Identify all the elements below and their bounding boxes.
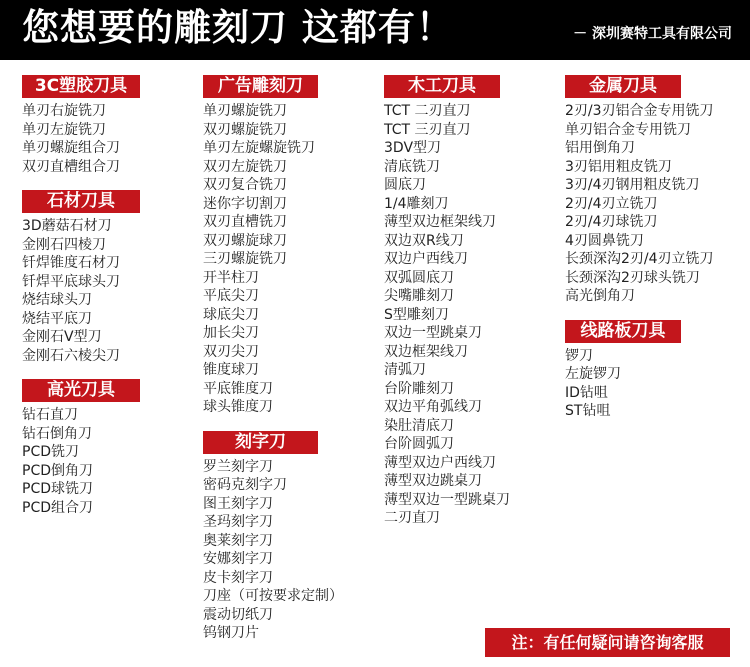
list-item: 金刚石V型刀 — [22, 329, 102, 345]
list-item: 2刃/4刃球铣刀 — [565, 214, 658, 230]
list-item: 染肚清底刀 — [384, 417, 454, 434]
list-item: 圣玛刻字刀 — [203, 514, 273, 530]
section-3c-plastic-tools — [22, 75, 140, 176]
list-item: 3刃/4刃钢用粗皮铣刀 — [565, 177, 700, 193]
list-item: TCT 二刃直刀 — [384, 103, 471, 119]
list-item: 图王刻字刀 — [203, 495, 273, 512]
list-item: 1/4雕刻刀 — [384, 195, 449, 212]
list-item: 薄型双边框架线刀 — [384, 214, 496, 230]
list-item: 安娜刻字刀 — [203, 551, 273, 567]
list-item: ID钻咀 — [565, 384, 608, 401]
list-item: PCD铣刀 — [22, 444, 79, 460]
headline: 您想要的雕刻刀 这都有！ — [22, 6, 454, 49]
list-item: 双刃螺旋铣刀 — [203, 121, 287, 138]
list-item: 钻石直刀 — [22, 407, 78, 423]
list-item: 奥莱刻字刀 — [203, 532, 273, 549]
list-item: 球底尖刀 — [203, 306, 259, 323]
item-list — [203, 458, 343, 643]
list-item: PCD组合刀 — [22, 499, 93, 516]
list-item: 高光倒角刀 — [565, 288, 635, 304]
list-item: 钨钢刀片 — [203, 625, 259, 641]
section-tag: 石材刀具 — [22, 190, 140, 213]
list-item: 双刃直槽组合刀 — [22, 158, 120, 175]
list-item: 单刃螺旋铣刀 — [203, 103, 287, 119]
list-item: 圆底刀 — [384, 177, 426, 193]
header-bar — [0, 0, 750, 60]
list-item: 迷你字切割刀 — [203, 195, 287, 212]
section-lettering-tools — [203, 431, 343, 643]
list-item: 单刃铝合金专用铣刀 — [565, 121, 691, 138]
list-item: 台阶圆弧刀 — [384, 436, 454, 452]
column-2 — [203, 75, 343, 643]
list-item: 铝用倒角刀 — [565, 140, 635, 156]
list-item: 平底尖刀 — [203, 288, 259, 304]
list-item: 皮卡刻字刀 — [203, 569, 273, 586]
list-item: 双刃复合铣刀 — [203, 177, 287, 193]
list-item: 双刃尖刀 — [203, 343, 259, 360]
section-stone-tools — [22, 190, 140, 365]
item-list — [22, 102, 140, 176]
list-item: 长颈深沟2刃/4刃立铣刀 — [565, 251, 714, 267]
list-item: 密码克刻字刀 — [203, 477, 287, 493]
item-list — [565, 102, 714, 306]
item-list — [384, 102, 510, 528]
list-item: 锥度球刀 — [203, 362, 259, 378]
item-list — [22, 406, 140, 517]
list-item: 钎焊平底球头刀 — [22, 273, 120, 290]
list-item: 双边框架线刀 — [384, 343, 468, 360]
section-tag: 刻字刀 — [203, 431, 318, 454]
list-item: 锣刀 — [565, 347, 593, 364]
list-item: 震动切纸刀 — [203, 606, 273, 623]
list-item: 薄型双边跳桌刀 — [384, 473, 482, 489]
list-item: 薄型双边一型跳桌刀 — [384, 491, 510, 508]
list-item: 双边户西线刀 — [384, 251, 468, 267]
list-item: 加长尖刀 — [203, 325, 259, 341]
list-item: 2刃/3刃铝合金专用铣刀 — [565, 103, 714, 119]
column-3 — [384, 75, 510, 528]
list-item: PCD倒角刀 — [22, 462, 93, 479]
section-tag: 线路板刀具 — [565, 320, 681, 343]
list-item: PCD球铣刀 — [22, 481, 93, 497]
list-item: 钎焊锥度石材刀 — [22, 255, 120, 271]
list-item: 清底铣刀 — [384, 158, 440, 175]
list-item: 3刃铝用粗皮铣刀 — [565, 158, 672, 175]
section-woodworking-tools — [384, 75, 510, 528]
section-tag: 金属刀具 — [565, 75, 681, 98]
list-item: 烧结球头刀 — [22, 292, 92, 308]
section-advertising-engraving-tools — [203, 75, 343, 417]
list-item: 长颈深沟2刃球头铣刀 — [565, 269, 700, 286]
list-item: 双边平角弧线刀 — [384, 399, 482, 415]
column-4 — [565, 75, 714, 421]
list-item: 单刃左旋铣刀 — [22, 121, 106, 138]
item-list — [22, 217, 140, 365]
list-item: 双刃螺旋球刀 — [203, 232, 287, 249]
list-item: 开半柱刀 — [203, 269, 259, 286]
section-tag: 3C塑胶刀具 — [22, 75, 140, 98]
list-item: 双边双R线刀 — [384, 232, 464, 249]
list-item: 球头锥度刀 — [203, 399, 273, 415]
list-item: 3DV型刀 — [384, 140, 442, 156]
list-item: S型雕刻刀 — [384, 306, 449, 323]
list-item: 罗兰刻字刀 — [203, 458, 273, 475]
company-name: － 深圳赛特工具有限公司 — [573, 26, 732, 42]
section-tag: 高光刀具 — [22, 379, 140, 402]
list-item: 2刃/4刃立铣刀 — [565, 195, 658, 212]
list-item: 单刃螺旋组合刀 — [22, 140, 120, 156]
item-list — [565, 347, 714, 421]
item-list — [203, 102, 343, 417]
section-circuit-board-tools — [565, 320, 714, 421]
list-item: 3D蘑菇石材刀 — [22, 218, 112, 234]
list-item: 尖嘴雕刻刀 — [384, 288, 454, 304]
list-item: 双边一型跳桌刀 — [384, 325, 482, 341]
list-item: 4刃圆鼻铣刀 — [565, 232, 644, 249]
list-item: 刀座（可按要求定制） — [203, 588, 343, 604]
list-item: 清弧刀 — [384, 362, 426, 378]
section-tag: 广告雕刻刀 — [203, 75, 318, 98]
list-item: 钻石倒角刀 — [22, 425, 92, 442]
customer-service-note: 注：有任何疑问请咨询客服 — [485, 628, 730, 657]
section-tag: 木工刀具 — [384, 75, 500, 98]
list-item: 左旋锣刀 — [565, 366, 621, 382]
section-high-gloss-tools — [22, 379, 140, 517]
list-item: 平底锥度刀 — [203, 380, 273, 397]
section-metal-tools — [565, 75, 714, 306]
list-item: 金刚石四棱刀 — [22, 236, 106, 253]
list-item: 二刃直刀 — [384, 510, 440, 526]
list-item: ST钻咀 — [565, 403, 611, 419]
list-item: 三刃螺旋铣刀 — [203, 251, 287, 267]
list-item: 台阶雕刻刀 — [384, 380, 454, 397]
list-item: 双刃直槽铣刀 — [203, 214, 287, 230]
column-1 — [22, 75, 140, 517]
list-item: 单刃左旋螺旋铣刀 — [203, 140, 315, 156]
list-item: 烧结平底刀 — [22, 310, 92, 327]
list-item: 薄型双边户西线刀 — [384, 454, 496, 471]
list-item: TCT 三刃直刀 — [384, 121, 471, 138]
list-item: 双弧圆底刀 — [384, 269, 454, 286]
list-item: 金刚石六棱尖刀 — [22, 347, 120, 364]
list-item: 双刃左旋铣刀 — [203, 158, 287, 175]
list-item: 单刃右旋铣刀 — [22, 103, 106, 119]
